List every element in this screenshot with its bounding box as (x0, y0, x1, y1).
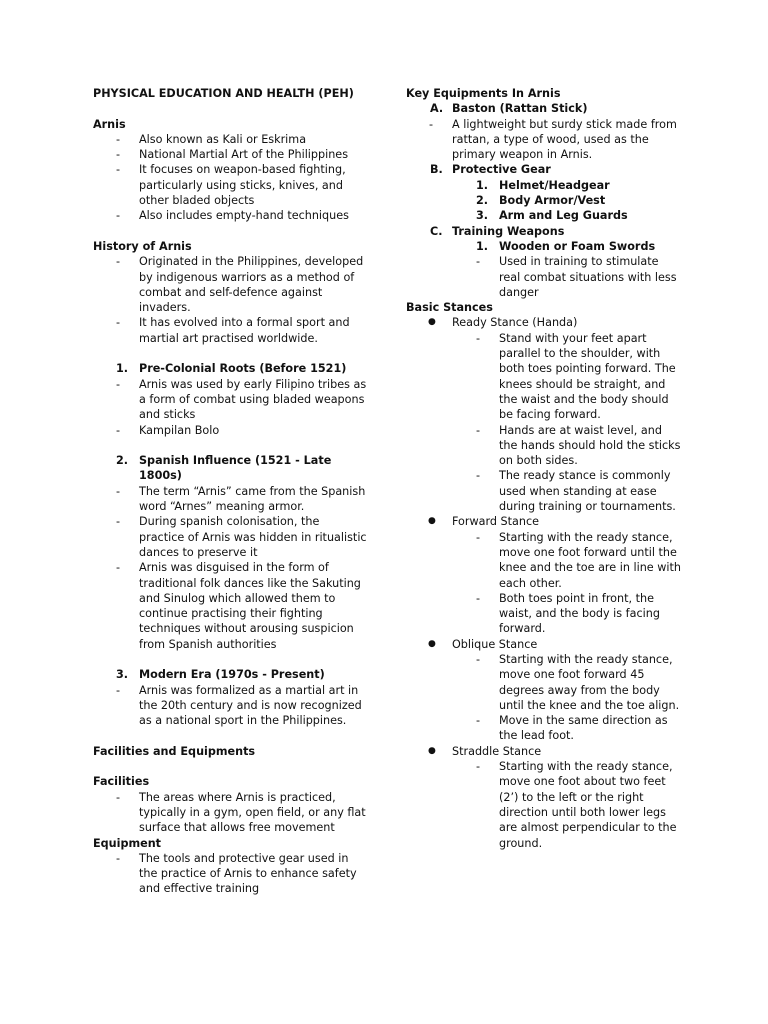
spacer (93, 224, 368, 239)
list-text: Arnis was disguised in the form of traditional folk dances like the Sakuting and Sinulog which allowed them to continue practising their fighting techniques without arousing suspicion from Spanish authorities (139, 561, 361, 651)
list-text: During spanish colonisation, the practice of Arnis was hidden in ritualistic dances to preserve it (139, 515, 367, 559)
list-text: Baston (Rattan Stick) (452, 102, 588, 116)
list-marker: A. (430, 102, 444, 116)
left-column (93, 86, 368, 897)
list-item (93, 790, 368, 836)
list-item (93, 514, 368, 560)
list-marker: - (476, 255, 481, 269)
list-marker: - (116, 316, 121, 330)
list-item (406, 117, 681, 163)
list-text: Arnis was formalized as a martial art in the 20th century and is now recognized as a national sport in the Philippines. (139, 683, 362, 728)
list-text: Move in the same direction as the lead foot. (499, 714, 668, 743)
spacer (93, 101, 368, 116)
list-marker: - (476, 423, 481, 437)
list-text: Oblique Stance (452, 637, 538, 651)
list-text: The term “Arnis” came from the Spanish word “Arnes” meaning armor. (139, 484, 366, 514)
list-item (93, 254, 368, 315)
list-marker: 3. (476, 209, 489, 223)
list-text: Used in training to stimulate real combat situations with less danger (499, 255, 677, 299)
list-text: Stand with your feet apart parallel to the shoulder, with both toes pointing forward. The knees should be straight, and the waist and the body should be facing forward. (499, 331, 676, 422)
list-marker: - (476, 469, 481, 483)
list-item (93, 851, 368, 897)
sub-list-item (406, 468, 681, 514)
list-text: Hands are at waist level, and the hands should hold the sticks on both sides. (499, 423, 681, 468)
list-marker: - (116, 484, 121, 498)
sub-list-item (406, 331, 681, 423)
list-marker: - (476, 652, 481, 666)
list-text: Starting with the ready stance, move one foot forward until the knee and the toe are in line with each other. (499, 530, 681, 590)
list-text: Arm and Leg Guards (499, 209, 628, 223)
list-text: The ready stance is commonly used when standing at ease during training or tournaments. (499, 469, 676, 514)
list-text: Also includes empty-hand techniques (139, 209, 349, 223)
numbered-item (406, 208, 681, 223)
list-marker: 1. (476, 239, 489, 253)
spacer (93, 438, 368, 453)
list-text: Training Weapons (452, 224, 565, 238)
list-text: Arnis was used by early Filipino tribes as a form of combat using bladed weapons and sticks (139, 377, 367, 422)
list-marker: C. (430, 224, 443, 238)
list-marker: - (116, 561, 121, 575)
list-marker: - (116, 377, 121, 391)
numbered-heading (93, 453, 368, 484)
bullet-item (406, 315, 681, 330)
spacer (93, 728, 368, 743)
list-text: Also known as Kali or Eskrima (139, 132, 307, 146)
spacer (93, 759, 368, 774)
list-text: A lightweight but surdy stick made from rattan, a type of wood, used as the primary weapon in Arnis. (452, 117, 677, 162)
section-heading: History of Arnis (93, 239, 192, 253)
sub-list-item (406, 254, 681, 300)
list-text: Both toes point in front, the waist, and the body is facing forward. (499, 591, 660, 636)
list-text: Helmet/Headgear (499, 178, 610, 192)
list-text: Forward Stance (452, 515, 540, 529)
section-heading: Facilities (93, 775, 150, 789)
list-marker: - (476, 530, 481, 544)
list-marker: ● (428, 317, 436, 328)
list-text: Straddle Stance (452, 744, 542, 758)
numbered-heading (93, 361, 368, 376)
section-heading: Equipment (93, 836, 162, 850)
list-marker: B. (430, 163, 443, 177)
list-marker: 1. (116, 362, 129, 376)
section-heading: Basic Stances (406, 301, 493, 315)
list-marker: - (116, 132, 121, 146)
sub-list-item (406, 713, 681, 744)
lettered-heading (406, 101, 681, 116)
numbered-item (406, 178, 681, 193)
list-text: Protective Gear (452, 163, 551, 177)
numbered-item (406, 193, 681, 208)
list-text: Body Armor/Vest (499, 194, 606, 208)
list-text: National Martial Art of the Philippines (139, 148, 349, 162)
list-item (93, 377, 368, 423)
bullet-item (406, 637, 681, 652)
list-item (93, 315, 368, 346)
numbered-item (406, 239, 681, 254)
list-text: Kampilan Bolo (139, 423, 220, 437)
list-text: It focuses on weapon-based fighting, particularly using sticks, knives, and other bladed objects (139, 163, 346, 208)
list-marker: - (116, 255, 121, 269)
list-item (93, 132, 368, 147)
list-marker: - (116, 683, 121, 697)
list-marker: - (429, 117, 434, 131)
list-marker: 2. (476, 194, 489, 208)
list-text: Ready Stance (Handa) (452, 316, 578, 330)
list-item (93, 162, 368, 208)
bullet-item (406, 744, 681, 759)
list-marker: - (116, 515, 121, 529)
numbered-heading (93, 667, 368, 682)
right-column (406, 86, 681, 851)
sub-list-item (406, 591, 681, 637)
list-item (93, 560, 368, 652)
section-heading: Arnis (93, 117, 126, 131)
list-marker: 3. (116, 668, 129, 682)
list-marker: - (116, 163, 121, 177)
list-item (93, 147, 368, 162)
sub-list-item (406, 759, 681, 851)
list-marker: 2. (116, 454, 129, 468)
list-text: Wooden or Foam Swords (499, 239, 656, 253)
list-marker: 1. (476, 178, 489, 192)
list-marker: - (116, 423, 121, 437)
list-marker: - (476, 760, 481, 774)
list-marker: - (476, 591, 481, 605)
list-text: Modern Era (1970s - Present) (139, 668, 325, 682)
list-marker: ● (428, 638, 436, 649)
list-text: It has evolved into a formal sport and martial art practised worldwide. (139, 316, 350, 345)
list-text: The tools and protective gear used in the practice of Arnis to enhance safety and effective training (139, 851, 357, 896)
lettered-heading (406, 224, 681, 239)
list-marker: - (476, 331, 481, 345)
sub-list-item (406, 530, 681, 591)
list-marker: ● (428, 516, 436, 527)
list-text: Originated in the Philippines, developed by indigenous warriors as a method of combat and self-defence against invaders. (139, 255, 364, 315)
list-marker: - (116, 209, 121, 223)
bullet-item (406, 514, 681, 529)
list-marker: - (116, 790, 121, 804)
spacer (93, 652, 368, 667)
list-item (93, 423, 368, 438)
list-text: Starting with the ready stance, move one foot about two feet (2’) to the left or the right direction until both lower legs are almost perpendicular to the ground. (499, 760, 677, 850)
list-item (93, 484, 368, 515)
list-marker: ● (428, 745, 436, 756)
list-marker: - (116, 148, 121, 162)
list-text: Starting with the ready stance, move one foot forward 45 degrees away from the body until the knee and the toe align. (499, 652, 680, 712)
list-marker: - (116, 851, 121, 865)
spacer (93, 346, 368, 361)
list-text: Spanish Influence (1521 - Late 1800s) (139, 454, 332, 483)
list-item (93, 683, 368, 729)
list-marker: - (476, 714, 481, 728)
list-text: The areas where Arnis is practiced, typically in a gym, open field, or any flat surface that allows free movement (139, 790, 366, 835)
lettered-heading (406, 162, 681, 177)
section-heading: Key Equipments In Arnis (406, 87, 561, 100)
sub-list-item (406, 652, 681, 713)
section-heading: Facilities and Equipments (93, 744, 256, 758)
section-heading: PHYSICAL EDUCATION AND HEALTH (PEH) (93, 87, 354, 100)
list-item (93, 208, 368, 223)
sub-list-item (406, 423, 681, 469)
list-text: Pre-Colonial Roots (Before 1521) (139, 362, 347, 376)
